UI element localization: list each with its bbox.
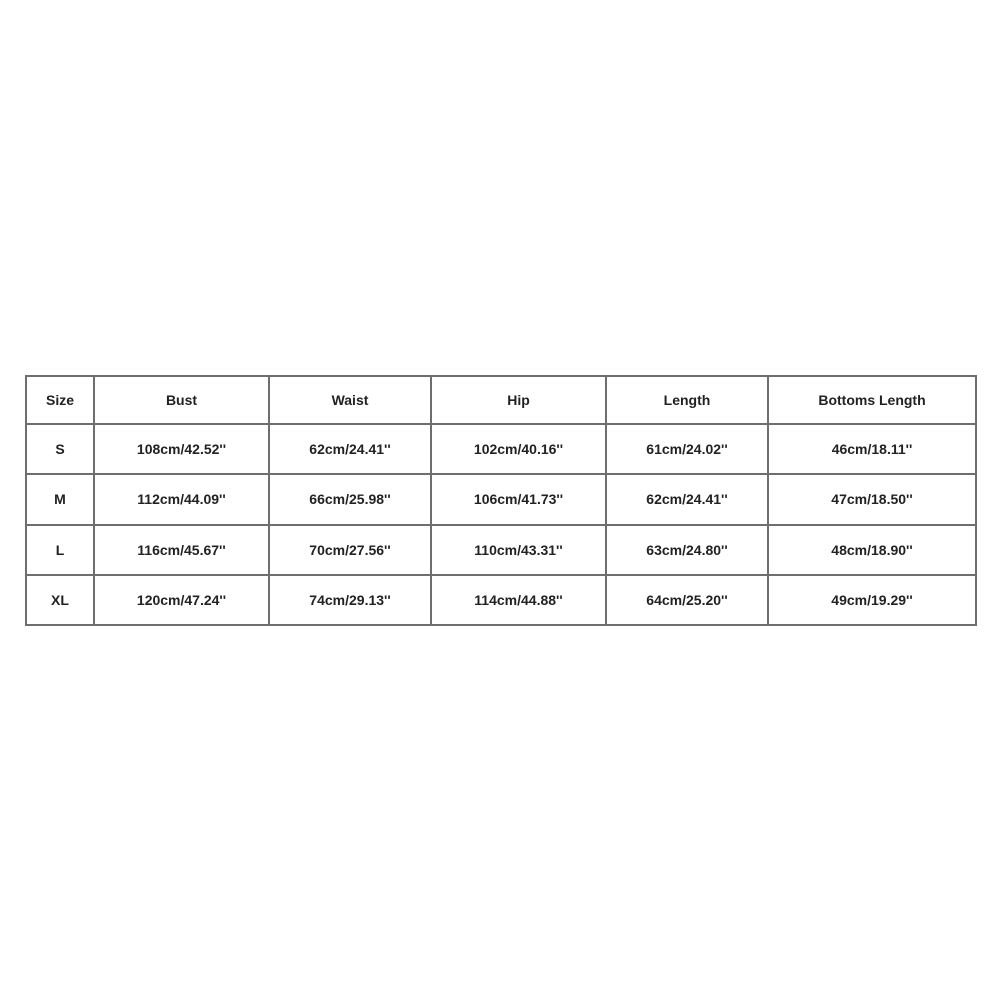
bust-cell: 108cm/42.52'' (94, 424, 269, 474)
size-cell: XL (26, 575, 94, 625)
header-size: Size (26, 376, 94, 424)
table-row (26, 474, 976, 524)
length-cell: 61cm/24.02'' (606, 424, 768, 474)
hip-cell: 102cm/40.16'' (431, 424, 606, 474)
length-cell: 63cm/24.80'' (606, 525, 768, 575)
table-row (26, 575, 976, 625)
bust-cell: 120cm/47.24'' (94, 575, 269, 625)
header-bust: Bust (94, 376, 269, 424)
hip-cell: 106cm/41.73'' (431, 474, 606, 524)
table-header-row (26, 376, 976, 424)
hip-cell: 110cm/43.31'' (431, 525, 606, 575)
header-hip: Hip (431, 376, 606, 424)
bottoms-length-cell: 49cm/19.29'' (768, 575, 976, 625)
bottoms-length-cell: 47cm/18.50'' (768, 474, 976, 524)
header-waist: Waist (269, 376, 431, 424)
waist-cell: 62cm/24.41'' (269, 424, 431, 474)
bust-cell: 112cm/44.09'' (94, 474, 269, 524)
header-bottoms-length: Bottoms Length (768, 376, 976, 424)
table-row (26, 525, 976, 575)
waist-cell: 66cm/25.98'' (269, 474, 431, 524)
length-cell: 64cm/25.20'' (606, 575, 768, 625)
header-length: Length (606, 376, 768, 424)
waist-cell: 70cm/27.56'' (269, 525, 431, 575)
size-chart-table (25, 375, 977, 626)
size-cell: L (26, 525, 94, 575)
size-cell: S (26, 424, 94, 474)
waist-cell: 74cm/29.13'' (269, 575, 431, 625)
bust-cell: 116cm/45.67'' (94, 525, 269, 575)
hip-cell: 114cm/44.88'' (431, 575, 606, 625)
size-cell: M (26, 474, 94, 524)
length-cell: 62cm/24.41'' (606, 474, 768, 524)
table-row (26, 424, 976, 474)
bottoms-length-cell: 48cm/18.90'' (768, 525, 976, 575)
bottoms-length-cell: 46cm/18.11'' (768, 424, 976, 474)
